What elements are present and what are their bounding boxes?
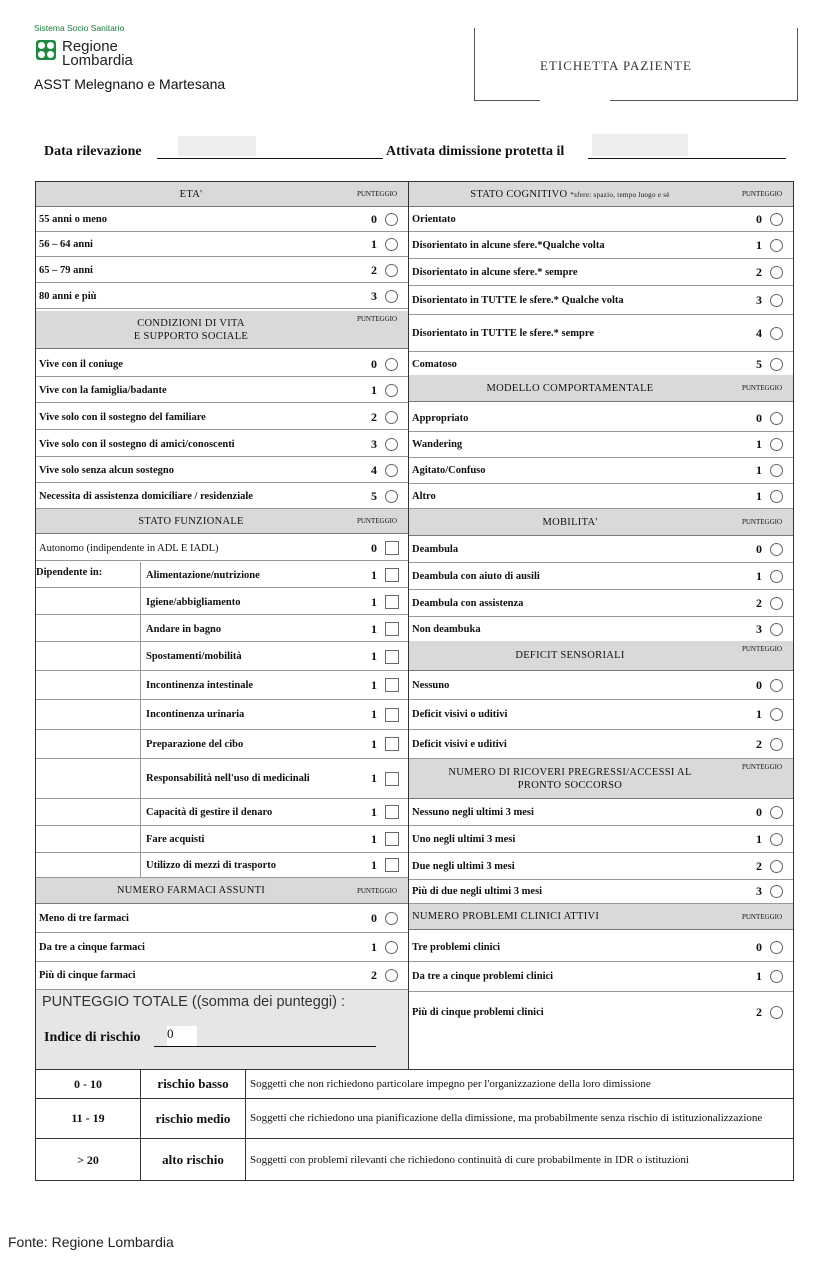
funzionale-row[interactable] (36, 799, 408, 826)
option-label: Fare acquisti (146, 833, 205, 845)
region-line2: Lombardia (62, 52, 133, 69)
checkbox[interactable] (385, 737, 399, 751)
funzionale-row[interactable] (36, 590, 408, 615)
risk-level: rischio basso (157, 1076, 229, 1091)
radio-button[interactable] (385, 238, 398, 251)
radio-button[interactable] (770, 738, 783, 751)
option-score: 1 (371, 649, 377, 663)
option-score: 3 (756, 621, 762, 636)
condizioni-row[interactable] (36, 432, 408, 457)
condizioni-row[interactable] (36, 458, 408, 483)
funzionale-row[interactable] (36, 617, 408, 642)
radio-button[interactable] (385, 213, 398, 226)
indice-label: Indice di rischio (44, 1030, 141, 1045)
ricoveri-title-line2: PRONTO SOCCORSO (517, 779, 623, 791)
option-score: 1 (371, 771, 377, 785)
option-score: 1 (371, 857, 377, 872)
radio-button[interactable] (770, 464, 783, 477)
option-label: Deficit visivi o uditivi (412, 709, 508, 720)
option-label: 80 anni e più (39, 290, 97, 302)
option-label: Tre problemi clinici (412, 941, 501, 953)
option-score: 0 (756, 410, 762, 425)
risk-range: 11 - 19 (71, 1111, 105, 1125)
cognitivo-row[interactable] (409, 286, 793, 315)
eta-row[interactable] (36, 232, 408, 257)
risk-description: Soggetti che non richiedono particolare impegno per l'organizzazione della loro dimissione (250, 1077, 651, 1090)
option-label: Uno negli ultimi 3 mesi (412, 833, 516, 845)
option-label: 56 – 64 anni (39, 238, 93, 250)
asst-name: ASST Melegnano e Martesana (34, 76, 226, 92)
option-label: Due negli ultimi 3 mesi (412, 860, 515, 872)
option-score: 1 (371, 594, 377, 609)
option-score: 1 (756, 707, 762, 721)
data-rilevazione-line (157, 158, 383, 159)
risk-divider (140, 1069, 141, 1181)
funzionale-row[interactable] (36, 853, 408, 878)
option-score: 1 (756, 437, 762, 451)
sensoriali-title: DEFICIT SENSORIALI (515, 650, 625, 661)
option-label: Necessita di assistenza domiciliare / residenziale (39, 490, 253, 502)
radio-button[interactable] (770, 570, 783, 583)
region-line1: Regione (62, 38, 118, 55)
option-label: Vive solo con il sostegno del familiare (39, 411, 206, 423)
checkbox[interactable] (385, 832, 399, 846)
option-label: Autonomo (indipendente in ADL E IADL) (39, 542, 219, 554)
points-label: PUNTEGGIO (741, 645, 783, 653)
ricoveri-row[interactable] (409, 853, 793, 880)
radio-button[interactable] (770, 213, 783, 226)
option-score: 0 (756, 939, 762, 954)
option-label: Incontinenza urinaria (146, 709, 245, 720)
ricoveri-header (409, 759, 793, 799)
option-score: 2 (756, 595, 762, 610)
checkbox[interactable] (385, 595, 399, 609)
regione-logo-icon (36, 40, 56, 60)
option-label: Disorientato in TUTTE le sfere.* sempre (412, 327, 594, 339)
radio-button[interactable] (770, 708, 783, 721)
option-label: Preparazione del cibo (146, 738, 244, 750)
mobilita-row[interactable] (409, 563, 793, 590)
cognitivo-title-text: STATO COGNITIVO (470, 188, 568, 200)
cognitivo-row[interactable] (409, 259, 793, 286)
funzionale-row[interactable] (36, 671, 408, 700)
cognitivo-title (409, 189, 731, 200)
option-label: Vive con la famiglia/badante (39, 384, 167, 396)
radio-button[interactable] (770, 885, 783, 898)
checkbox[interactable] (385, 772, 399, 786)
radio-button[interactable] (385, 290, 398, 303)
points-label: PUNTEGGIO (741, 518, 783, 526)
eta-row[interactable] (36, 284, 408, 309)
option-label: Disorientato in alcune sfere.* sempre (412, 266, 578, 278)
dimissione-line (588, 158, 786, 159)
option-score: 3 (756, 884, 762, 898)
option-label: Capacità di gestire il denaro (146, 806, 273, 818)
option-label: Vive solo senza alcun sostegno (39, 464, 174, 476)
indice-value[interactable]: 0 (167, 1026, 197, 1046)
option-score: 1 (371, 939, 377, 954)
risk-level: alto rischio (162, 1152, 224, 1167)
dipendente-label: Dipendente in: (36, 567, 103, 578)
radio-button[interactable] (770, 543, 783, 556)
sensoriali-row[interactable] (409, 700, 793, 730)
sensoriali-row[interactable] (409, 671, 793, 700)
option-label: Più di cinque problemi clinici (412, 1006, 544, 1018)
dimissione-date-field[interactable] (592, 134, 688, 156)
option-score: 1 (371, 621, 377, 636)
option-label: Comatoso (412, 359, 457, 370)
patient-box-gap (540, 97, 610, 102)
option-score: 3 (371, 436, 377, 451)
patient-label-title: ETICHETTA PAZIENTE (540, 58, 692, 73)
radio-button[interactable] (770, 970, 783, 983)
mobilita-row[interactable] (409, 617, 793, 642)
cognitivo-row[interactable] (409, 207, 793, 232)
eta-header (36, 182, 408, 207)
ricoveri-title-line1: NUMERO DI RICOVERI PREGRESSI/ACCESSI AL (448, 766, 692, 778)
funzionale-row[interactable] (36, 700, 408, 730)
option-score: 4 (756, 325, 762, 340)
option-score: 1 (371, 236, 377, 251)
points-label: PUNTEGGIO (741, 912, 783, 921)
risk-description: Soggetti che richiedono una pianificazione della dimissione, ma probabilmente senza rischio di istituzionalizzazione (250, 1112, 763, 1124)
points-label: PUNTEGGIO (356, 517, 398, 525)
option-score: 1 (756, 488, 762, 503)
condizioni-title (36, 317, 346, 343)
points-label: PUNTEGGIO (356, 315, 398, 323)
option-score: 0 (756, 804, 762, 819)
option-score: 5 (756, 357, 762, 371)
mobilita-header (409, 509, 793, 536)
option-label: Deambula con aiuto di ausili (412, 570, 540, 582)
option-label: Orientato (412, 213, 456, 225)
farmaci-row[interactable] (36, 933, 408, 962)
option-label: Da tre a cinque problemi clinici (412, 971, 554, 982)
data-rilevazione-label: Data rilevazione (44, 144, 142, 159)
funzionale-row[interactable] (36, 643, 408, 671)
funzionale-title: STATO FUNZIONALE (138, 515, 244, 527)
condizioni-title-line1: CONDIZIONI DI VITA (137, 317, 245, 329)
total-title: PUNTEGGIO TOTALE ((somma dei punteggi) : (42, 994, 345, 1010)
radio-button[interactable] (385, 464, 398, 477)
comportamentale-header (409, 375, 793, 402)
clinici-row[interactable] (409, 992, 793, 1032)
option-score: 1 (756, 237, 762, 252)
data-rilevazione-field[interactable] (178, 136, 256, 156)
option-label: 65 – 79 anni (39, 264, 93, 276)
funzionale-row[interactable] (36, 730, 408, 759)
risk-level: rischio medio (155, 1110, 231, 1126)
comportamentale-row[interactable] (409, 432, 793, 458)
option-label: Da tre a cinque farmaci (39, 941, 145, 953)
radio-button[interactable] (770, 623, 783, 636)
option-score: 1 (371, 677, 377, 692)
option-label: Nessuno (412, 679, 450, 691)
option-label: Più di cinque farmaci (39, 970, 136, 981)
checkbox[interactable] (385, 622, 399, 636)
option-score: 3 (756, 292, 762, 307)
dimissione-label: Attivata dimissione protetta il (386, 144, 565, 159)
option-score: 2 (756, 736, 762, 751)
radio-button[interactable] (385, 358, 398, 371)
checkbox[interactable] (385, 858, 399, 872)
funzionale-header (36, 509, 408, 534)
option-label: Vive solo con il sostegno di amici/conoscenti (39, 438, 235, 450)
comportamentale-title: MODELLO COMPORTAMENTALE (486, 382, 654, 394)
checkbox[interactable] (385, 541, 399, 555)
option-label: Spostamenti/mobilità (146, 651, 242, 662)
source-note: Fonte: Regione Lombardia (8, 1234, 174, 1250)
risk-row (36, 1069, 794, 1098)
option-score: 0 (756, 541, 762, 556)
radio-button[interactable] (770, 860, 783, 873)
radio-button[interactable] (770, 490, 783, 503)
option-score: 1 (371, 567, 377, 582)
condizioni-title-line2: E SUPPORTO SOCIALE (133, 330, 249, 342)
radio-button[interactable] (770, 327, 783, 340)
radio-button[interactable] (770, 833, 783, 846)
cognitivo-row[interactable] (409, 232, 793, 259)
radio-button[interactable] (385, 384, 398, 397)
condizioni-row[interactable] (36, 378, 408, 403)
option-score: 4 (371, 462, 377, 477)
sensoriali-row[interactable] (409, 730, 793, 759)
option-score: 2 (756, 1004, 762, 1019)
option-label: Meno di tre farmaci (39, 913, 129, 924)
radio-button[interactable] (770, 266, 783, 279)
points-label: PUNTEGGIO (741, 190, 783, 198)
risk-description: Soggetti con problemi rilevanti che richiedono continuità di cure probabilmente in IDR o istituzioni (250, 1153, 689, 1166)
option-label: Incontinenza intestinale (146, 679, 254, 691)
checkbox[interactable] (385, 650, 399, 664)
funzionale-row[interactable] (36, 826, 408, 853)
condizioni-row[interactable] (36, 352, 408, 377)
points-label: PUNTEGGIO (356, 886, 398, 895)
ricoveri-row[interactable] (409, 799, 793, 826)
farmaci-header (36, 878, 408, 904)
eta-row[interactable] (36, 258, 408, 283)
mobilita-row[interactable] (409, 590, 793, 617)
points-label: PUNTEGGIO (741, 384, 783, 392)
option-score: 0 (371, 356, 377, 371)
ricoveri-row[interactable] (409, 826, 793, 853)
radio-button[interactable] (770, 597, 783, 610)
checkbox[interactable] (385, 805, 399, 819)
option-score: 0 (371, 211, 377, 226)
points-label: PUNTEGGIO (741, 763, 783, 771)
option-score: 3 (371, 288, 377, 303)
option-label: Deficit visivi e uditivi (412, 738, 507, 750)
radio-button[interactable] (385, 969, 398, 982)
option-score: 1 (756, 463, 762, 477)
farmaci-row[interactable] (36, 905, 408, 933)
radio-button[interactable] (385, 438, 398, 451)
condizioni-header (36, 311, 408, 349)
option-score: 2 (371, 968, 377, 982)
system-label: Sistema Socio Sanitario (34, 23, 125, 33)
funzionale-row[interactable] (36, 759, 408, 799)
sensoriali-header (409, 641, 793, 671)
eta-row[interactable] (36, 207, 408, 232)
mobilita-row[interactable] (409, 536, 793, 563)
radio-button[interactable] (385, 411, 398, 424)
radio-button[interactable] (770, 438, 783, 451)
option-score: 1 (371, 382, 377, 397)
option-label: Disorientato in alcune sfere.*Qualche volta (412, 239, 605, 251)
option-score: 0 (756, 677, 762, 692)
option-label: Vive con il coniuge (39, 358, 123, 370)
risk-range: > 20 (77, 1152, 99, 1167)
option-score: 1 (756, 969, 762, 983)
radio-button[interactable] (770, 239, 783, 252)
option-score: 1 (756, 568, 762, 583)
option-score: 2 (371, 262, 377, 277)
option-label: Non deambuka (412, 623, 481, 635)
radio-button[interactable] (770, 806, 783, 819)
clinici-row[interactable] (409, 962, 793, 992)
cognitivo-title-note: *sfere: spazio, tempo luogo e sè (570, 190, 670, 199)
radio-button[interactable] (770, 412, 783, 425)
mobilita-title: MOBILITA' (542, 516, 598, 528)
option-score: 0 (756, 211, 762, 226)
clinici-title: NUMERO PROBLEMI CLINICI ATTIVI (412, 911, 600, 922)
ricoveri-row[interactable] (409, 880, 793, 904)
comportamentale-row[interactable] (409, 484, 793, 509)
farmaci-row[interactable] (36, 962, 408, 990)
radio-button[interactable] (385, 490, 398, 503)
option-label: Più di due negli ultimi 3 mesi (412, 886, 543, 897)
radio-button[interactable] (385, 912, 398, 925)
option-label: Alimentazione/nutrizione (146, 569, 260, 581)
checkbox[interactable] (385, 568, 399, 582)
risk-row (36, 1098, 794, 1138)
funzionale-autonomo-row[interactable] (36, 536, 408, 561)
option-score: 1 (371, 707, 377, 721)
eta-title: ETA' (179, 188, 203, 200)
radio-button[interactable] (385, 941, 398, 954)
condizioni-row[interactable] (36, 405, 408, 430)
indice-line (154, 1046, 376, 1047)
option-label: Agitato/Confuso (412, 465, 486, 476)
option-score: 2 (756, 264, 762, 279)
option-score: 1 (756, 831, 762, 846)
option-score: 2 (756, 858, 762, 873)
radio-button[interactable] (770, 1006, 783, 1019)
option-label: Deambula (412, 543, 459, 555)
regione-name (62, 40, 133, 68)
radio-button[interactable] (770, 358, 783, 371)
funzionale-row[interactable] (36, 563, 408, 588)
option-score: 2 (371, 409, 377, 424)
cognitivo-header (409, 182, 793, 207)
option-score: 0 (371, 540, 377, 555)
option-label: Responsabilità nell'uso di medicinali (146, 772, 310, 784)
checkbox[interactable] (385, 678, 399, 692)
option-score: 0 (371, 911, 377, 925)
option-score: 5 (371, 488, 377, 503)
checkbox[interactable] (385, 708, 399, 722)
radio-button[interactable] (770, 294, 783, 307)
option-score: 1 (371, 736, 377, 751)
option-score: 1 (371, 831, 377, 846)
option-score: 1 (371, 804, 377, 819)
clinici-row[interactable] (409, 933, 793, 962)
option-label: Altro (412, 490, 436, 502)
risk-range: 0 - 10 (74, 1076, 102, 1091)
ricoveri-title (409, 766, 731, 792)
points-label: PUNTEGGIO (356, 190, 398, 198)
option-label: Wandering (412, 439, 463, 450)
cognitivo-row[interactable] (409, 315, 793, 352)
option-label: Disorientato in TUTTE le sfere.* Qualche volta (412, 294, 624, 306)
radio-button[interactable] (385, 264, 398, 277)
option-label: Appropriato (412, 412, 469, 424)
risk-row (36, 1138, 794, 1181)
radio-button[interactable] (770, 679, 783, 692)
risk-divider (245, 1069, 246, 1181)
farmaci-title: NUMERO FARMACI ASSUNTI (116, 885, 266, 896)
comportamentale-row[interactable] (409, 458, 793, 484)
option-label: Andare in bagno (146, 623, 222, 635)
comportamentale-row[interactable] (409, 405, 793, 432)
option-label: 55 anni o meno (39, 213, 107, 225)
option-label: Deambula con assistenza (412, 597, 524, 609)
clinici-header (409, 904, 793, 930)
option-label: Nessuno negli ultimi 3 mesi (412, 806, 534, 818)
option-label: Igiene/abbigliamento (146, 596, 241, 608)
radio-button[interactable] (770, 941, 783, 954)
option-label: Utilizzo di mezzi di trasporto (146, 859, 277, 871)
condizioni-row[interactable] (36, 484, 408, 509)
